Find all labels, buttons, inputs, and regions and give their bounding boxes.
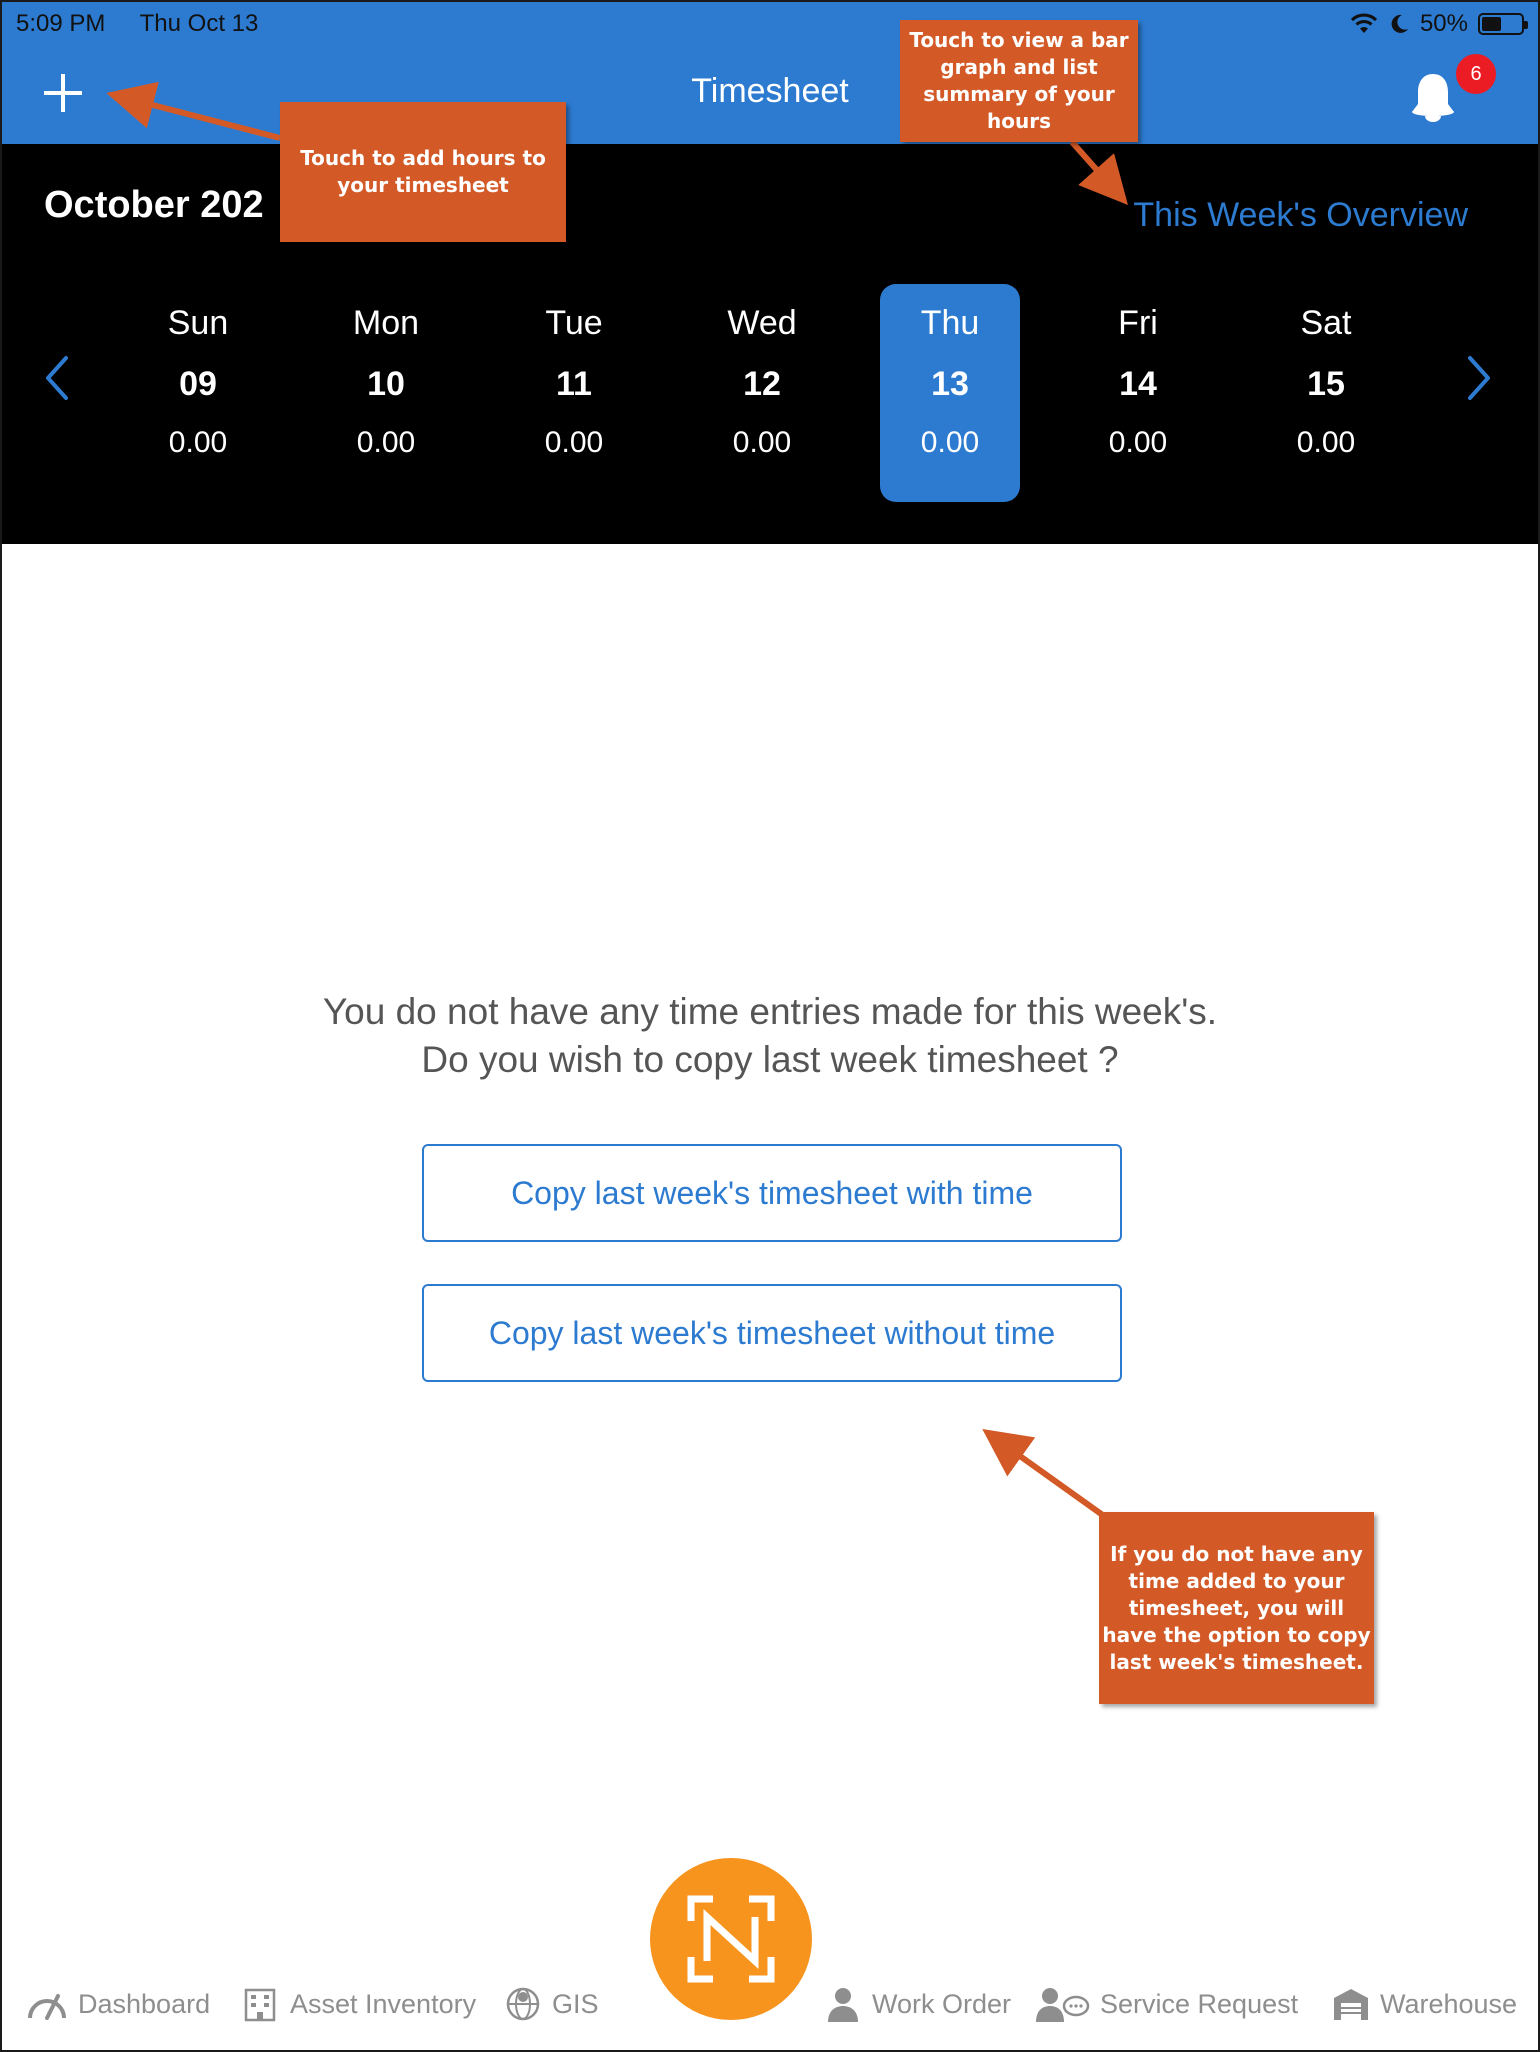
day-name: Sun [167,304,229,342]
empty-state-line-2: Do you wish to copy last week timesheet ? [421,1039,1119,1080]
nav-asset-inventory-label: Asset Inventory [290,1988,477,2019]
bottom-navigation [2,1976,1538,2032]
week-selector [2,144,1538,544]
day-number: 14 [1119,365,1157,403]
day-thu-selected[interactable] [880,284,1020,502]
day-name: Sat [1300,304,1352,342]
nav-asset-inventory[interactable] [240,1976,476,2032]
day-number: 15 [1307,365,1345,403]
day-number: 09 [179,365,217,403]
day-hours: 0.00 [732,426,792,459]
day-number: 13 [931,365,969,403]
day-name: Fri [1118,304,1158,342]
nav-dashboard-label: Dashboard [78,1988,211,2019]
callout-copy-timesheet: If you do not have any time added to your timesheet, you will have the option to copy last week's timesheet. [1099,1512,1374,1704]
this-weeks-overview-link[interactable]: This Week's Overview [1133,196,1468,234]
app-header [2,2,1538,144]
day-number: 11 [556,365,592,403]
dashboard-icon [26,1988,68,2020]
warehouse-icon [1332,1986,1370,2022]
scan-icon [683,1891,779,1987]
nav-warehouse-label: Warehouse [1380,1988,1518,2019]
wifi-icon [1350,13,1378,35]
page-title: Timesheet [691,72,849,110]
empty-state-message [2,988,1538,1084]
worker-icon [824,1984,862,2024]
day-hours: 0.00 [1296,426,1356,459]
day-name: Thu [920,304,980,342]
nav-warehouse[interactable] [1332,1976,1517,2032]
nav-service-request-label: Service Request [1100,1988,1299,2019]
moon-icon [1388,13,1410,35]
day-name: Wed [727,304,797,342]
nav-gis-label: GIS [552,1988,599,2019]
person-chat-icon [1036,1984,1090,2024]
chevron-right-icon [1458,354,1498,402]
day-hours: 0.00 [168,426,228,459]
status-date: Thu Oct 13 [139,10,259,37]
callout-add-hours: Touch to add hours to your timesheet [280,102,566,242]
globe-pin-icon [504,1985,542,2023]
day-name: Tue [545,304,603,342]
day-number: 10 [367,365,405,403]
day-tue[interactable] [504,284,644,502]
nav-work-order[interactable] [824,1976,1011,2032]
day-hours: 0.00 [1108,426,1168,459]
nav-gis[interactable] [504,1976,599,2032]
month-title: October 202 [44,184,264,226]
day-hours: 0.00 [544,426,604,459]
day-fri[interactable] [1068,284,1208,502]
day-mon[interactable] [316,284,456,502]
empty-state-line-1: You do not have any time entries made for this week's. [322,991,1218,1032]
previous-week-button[interactable] [38,354,78,402]
notification-badge: 6 [1454,52,1498,96]
battery-percent: 50% [1419,10,1468,37]
nav-work-order-label: Work Order [872,1988,1012,2019]
day-name: Mon [352,304,420,342]
status-bar-right [1350,10,1524,38]
status-time: 5:09 PM [16,10,106,37]
arrow-to-copy-buttons [992,1436,1104,1516]
nav-service-request[interactable] [1036,1976,1298,2032]
callout-overview: Touch to view a bar graph and list summary of your hours [900,20,1138,142]
nav-dashboard[interactable] [26,1976,210,2032]
day-sun[interactable] [128,284,268,502]
status-bar-left [16,10,286,38]
battery-icon [1478,13,1524,35]
day-sat[interactable] [1256,284,1396,502]
copy-with-time-button[interactable]: Copy last week's timesheet with time [422,1144,1122,1242]
day-wed[interactable] [692,284,832,502]
day-number: 12 [743,365,781,403]
day-hours: 0.00 [356,426,416,459]
building-icon [240,1986,280,2022]
next-week-button[interactable] [1458,354,1498,402]
copy-without-time-button[interactable]: Copy last week's timesheet without time [422,1284,1122,1382]
chevron-left-icon [38,354,78,402]
day-hours: 0.00 [920,426,980,459]
